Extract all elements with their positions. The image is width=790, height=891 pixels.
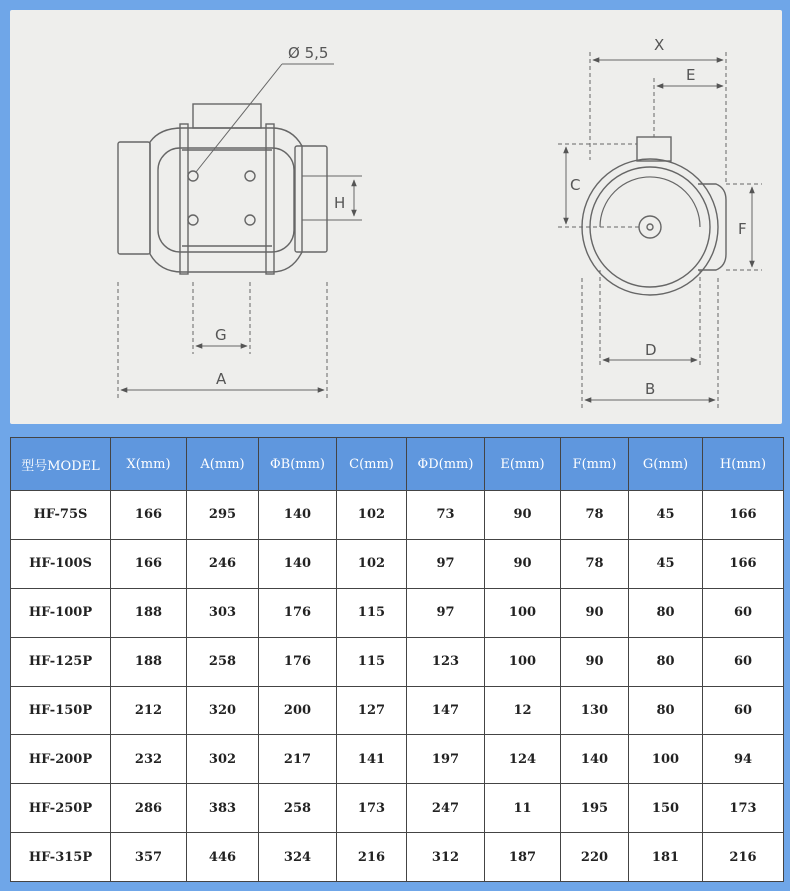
value-cell: 258 xyxy=(187,637,259,686)
value-cell: 324 xyxy=(259,833,337,882)
value-cell: 320 xyxy=(187,686,259,735)
right-collar xyxy=(295,146,327,252)
table-row xyxy=(11,491,784,540)
value-cell: 97 xyxy=(407,588,485,637)
value-cell: 187 xyxy=(485,833,561,882)
value-cell: 216 xyxy=(337,833,407,882)
value-cell: 140 xyxy=(259,539,337,588)
hole-diameter-label: Ø 5,5 xyxy=(288,44,329,62)
value-cell: 147 xyxy=(407,686,485,735)
left-collar xyxy=(118,142,150,254)
mounting-hole xyxy=(188,215,198,225)
value-cell: 60 xyxy=(703,588,784,637)
value-cell: 173 xyxy=(703,784,784,833)
value-cell: 80 xyxy=(629,637,703,686)
spec-table xyxy=(10,437,784,882)
value-cell: 141 xyxy=(337,735,407,784)
dimension-drawing xyxy=(10,10,782,424)
value-cell: 45 xyxy=(629,539,703,588)
hub-circle xyxy=(639,216,661,238)
value-cell: 286 xyxy=(111,784,187,833)
value-cell: 90 xyxy=(485,491,561,540)
value-cell: 127 xyxy=(337,686,407,735)
model-cell: HF-75S xyxy=(11,491,111,540)
front-junction-box xyxy=(637,137,671,161)
value-cell: 200 xyxy=(259,686,337,735)
value-cell: 60 xyxy=(703,637,784,686)
table-row xyxy=(11,735,784,784)
model-cell: HF-315P xyxy=(11,833,111,882)
value-cell: 115 xyxy=(337,637,407,686)
value-cell: 73 xyxy=(407,491,485,540)
model-cell: HF-100S xyxy=(11,539,111,588)
value-cell: 90 xyxy=(485,539,561,588)
value-cell: 166 xyxy=(111,491,187,540)
value-cell: 246 xyxy=(187,539,259,588)
dim-label-e: E xyxy=(686,66,696,84)
value-cell: 97 xyxy=(407,539,485,588)
value-cell: 80 xyxy=(629,588,703,637)
model-cell: HF-100P xyxy=(11,588,111,637)
technical-drawing-svg xyxy=(10,10,782,424)
value-cell: 45 xyxy=(629,491,703,540)
value-cell: 140 xyxy=(561,735,629,784)
value-cell: 78 xyxy=(561,539,629,588)
spec-table-container xyxy=(10,437,783,882)
value-cell: 188 xyxy=(111,637,187,686)
value-cell: 181 xyxy=(629,833,703,882)
value-cell: 150 xyxy=(629,784,703,833)
mounting-hole xyxy=(245,171,255,181)
value-cell: 102 xyxy=(337,491,407,540)
value-cell: 303 xyxy=(187,588,259,637)
value-cell: 357 xyxy=(111,833,187,882)
table-row xyxy=(11,784,784,833)
mounting-hole xyxy=(188,171,198,181)
value-cell: 90 xyxy=(561,588,629,637)
value-cell: 90 xyxy=(561,637,629,686)
column-header: A(mm) xyxy=(187,438,259,491)
column-header: G(mm) xyxy=(629,438,703,491)
value-cell: 166 xyxy=(703,491,784,540)
table-row xyxy=(11,686,784,735)
model-cell: HF-125P xyxy=(11,637,111,686)
value-cell: 295 xyxy=(187,491,259,540)
table-row xyxy=(11,833,784,882)
dim-label-b: B xyxy=(645,380,656,398)
value-cell: 100 xyxy=(485,588,561,637)
junction-box xyxy=(193,104,261,128)
value-cell: 446 xyxy=(187,833,259,882)
model-cell: HF-200P xyxy=(11,735,111,784)
value-cell: 173 xyxy=(337,784,407,833)
column-header: H(mm) xyxy=(703,438,784,491)
value-cell: 176 xyxy=(259,637,337,686)
value-cell: 12 xyxy=(485,686,561,735)
value-cell: 100 xyxy=(485,637,561,686)
table-row xyxy=(11,539,784,588)
value-cell: 232 xyxy=(111,735,187,784)
value-cell: 60 xyxy=(703,686,784,735)
column-header: E(mm) xyxy=(485,438,561,491)
value-cell: 176 xyxy=(259,588,337,637)
table-body xyxy=(11,491,784,882)
value-cell: 197 xyxy=(407,735,485,784)
column-header: ΦB(mm) xyxy=(259,438,337,491)
value-cell: 216 xyxy=(703,833,784,882)
dim-label-f: F xyxy=(738,220,747,238)
value-cell: 80 xyxy=(629,686,703,735)
dim-label-c: C xyxy=(570,176,581,194)
column-header: C(mm) xyxy=(337,438,407,491)
column-header: ΦD(mm) xyxy=(407,438,485,491)
value-cell: 195 xyxy=(561,784,629,833)
value-cell: 100 xyxy=(629,735,703,784)
value-cell: 166 xyxy=(111,539,187,588)
dim-label-h: H xyxy=(334,194,346,212)
value-cell: 220 xyxy=(561,833,629,882)
value-cell: 94 xyxy=(703,735,784,784)
dim-label-g: G xyxy=(215,326,227,344)
value-cell: 130 xyxy=(561,686,629,735)
column-header: F(mm) xyxy=(561,438,629,491)
dim-label-x: X xyxy=(654,36,665,54)
value-cell: 212 xyxy=(111,686,187,735)
dim-label-a: A xyxy=(216,370,227,388)
value-cell: 124 xyxy=(485,735,561,784)
value-cell: 123 xyxy=(407,637,485,686)
front-view xyxy=(558,52,762,408)
column-header: X(mm) xyxy=(111,438,187,491)
side-view xyxy=(118,64,362,400)
value-cell: 258 xyxy=(259,784,337,833)
dim-label-d: D xyxy=(645,341,657,359)
value-cell: 217 xyxy=(259,735,337,784)
hub-center xyxy=(647,224,653,230)
table-row xyxy=(11,588,784,637)
value-cell: 302 xyxy=(187,735,259,784)
value-cell: 383 xyxy=(187,784,259,833)
table-header-row xyxy=(11,438,784,491)
column-header: 型号MODEL xyxy=(11,438,111,491)
table-row xyxy=(11,637,784,686)
model-cell: HF-150P xyxy=(11,686,111,735)
value-cell: 78 xyxy=(561,491,629,540)
value-cell: 11 xyxy=(485,784,561,833)
value-cell: 115 xyxy=(337,588,407,637)
value-cell: 312 xyxy=(407,833,485,882)
model-cell: HF-250P xyxy=(11,784,111,833)
value-cell: 166 xyxy=(703,539,784,588)
value-cell: 247 xyxy=(407,784,485,833)
mounting-hole xyxy=(245,215,255,225)
value-cell: 102 xyxy=(337,539,407,588)
value-cell: 188 xyxy=(111,588,187,637)
value-cell: 140 xyxy=(259,491,337,540)
